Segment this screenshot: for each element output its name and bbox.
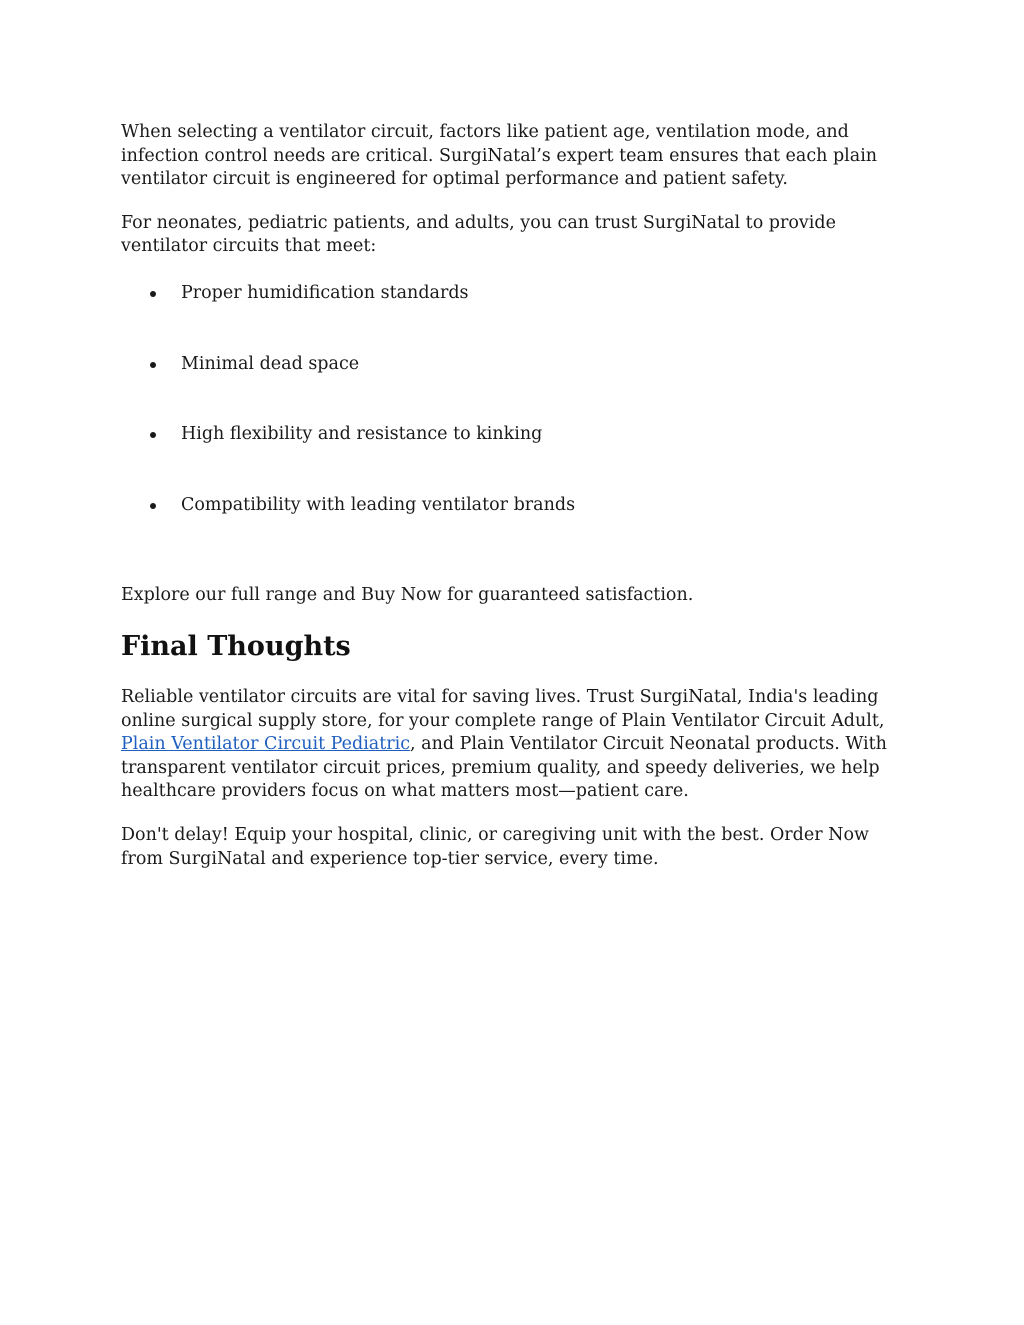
intro-paragraph-selection: When selecting a ventilator circuit, factors like patient age, ventilation mode, and infection control needs are critical. SurgiNatal’s expert team ensures that each plain ventilator circuit is engineered for optimal performance and patient safety.	[121, 122, 878, 190]
intro-paragraph-trust: For neonates, pediatric patients, and adults, you can trust SurgiNatal to provide ventilator circuits that meet:	[121, 212, 836, 257]
list-item-text: Minimal dead space	[181, 353, 360, 374]
list-item	[121, 494, 911, 518]
section-heading-final-thoughts: Final Thoughts	[121, 630, 351, 662]
list-item	[121, 282, 911, 306]
list-item-text: High flexibility and resistance to kinking	[181, 424, 543, 445]
final-paragraph-cta: Don't delay! Equip your hospital, clinic, or caregiving unit with the best. Order Now from SurgiNatal and experience top-tier service, every time.	[121, 824, 869, 869]
bullet-icon	[150, 503, 156, 509]
final-paragraph-text-end: , and Plain Ventilator Circuit Neonatal products. With transparent ventilator circuit prices, premium quality, and speedy deliveries, we help healthcare providers focus on what matters most—patient care.	[121, 734, 887, 802]
feature-list	[121, 282, 911, 517]
list-item	[121, 423, 911, 447]
list-item	[121, 353, 911, 377]
document-page	[121, 121, 911, 871]
bullet-icon	[150, 362, 156, 368]
pediatric-circuit-link[interactable]: Plain Ventilator Circuit Pediatric	[121, 734, 411, 755]
list-item-text: Proper humidification standards	[181, 282, 469, 303]
bullet-icon	[150, 291, 156, 297]
list-item-text: Compatibility with leading ventilator brands	[181, 494, 576, 515]
explore-paragraph: Explore our full range and Buy Now for guaranteed satisfaction.	[121, 585, 694, 606]
final-paragraph-reliable	[121, 686, 911, 804]
final-paragraph-text-start: Reliable ventilator circuits are vital for saving lives. Trust SurgiNatal, India's leading online surgical supply store, for your complete range of Plain Ventilator Circuit Adult,	[121, 686, 885, 731]
bullet-icon	[150, 432, 156, 438]
